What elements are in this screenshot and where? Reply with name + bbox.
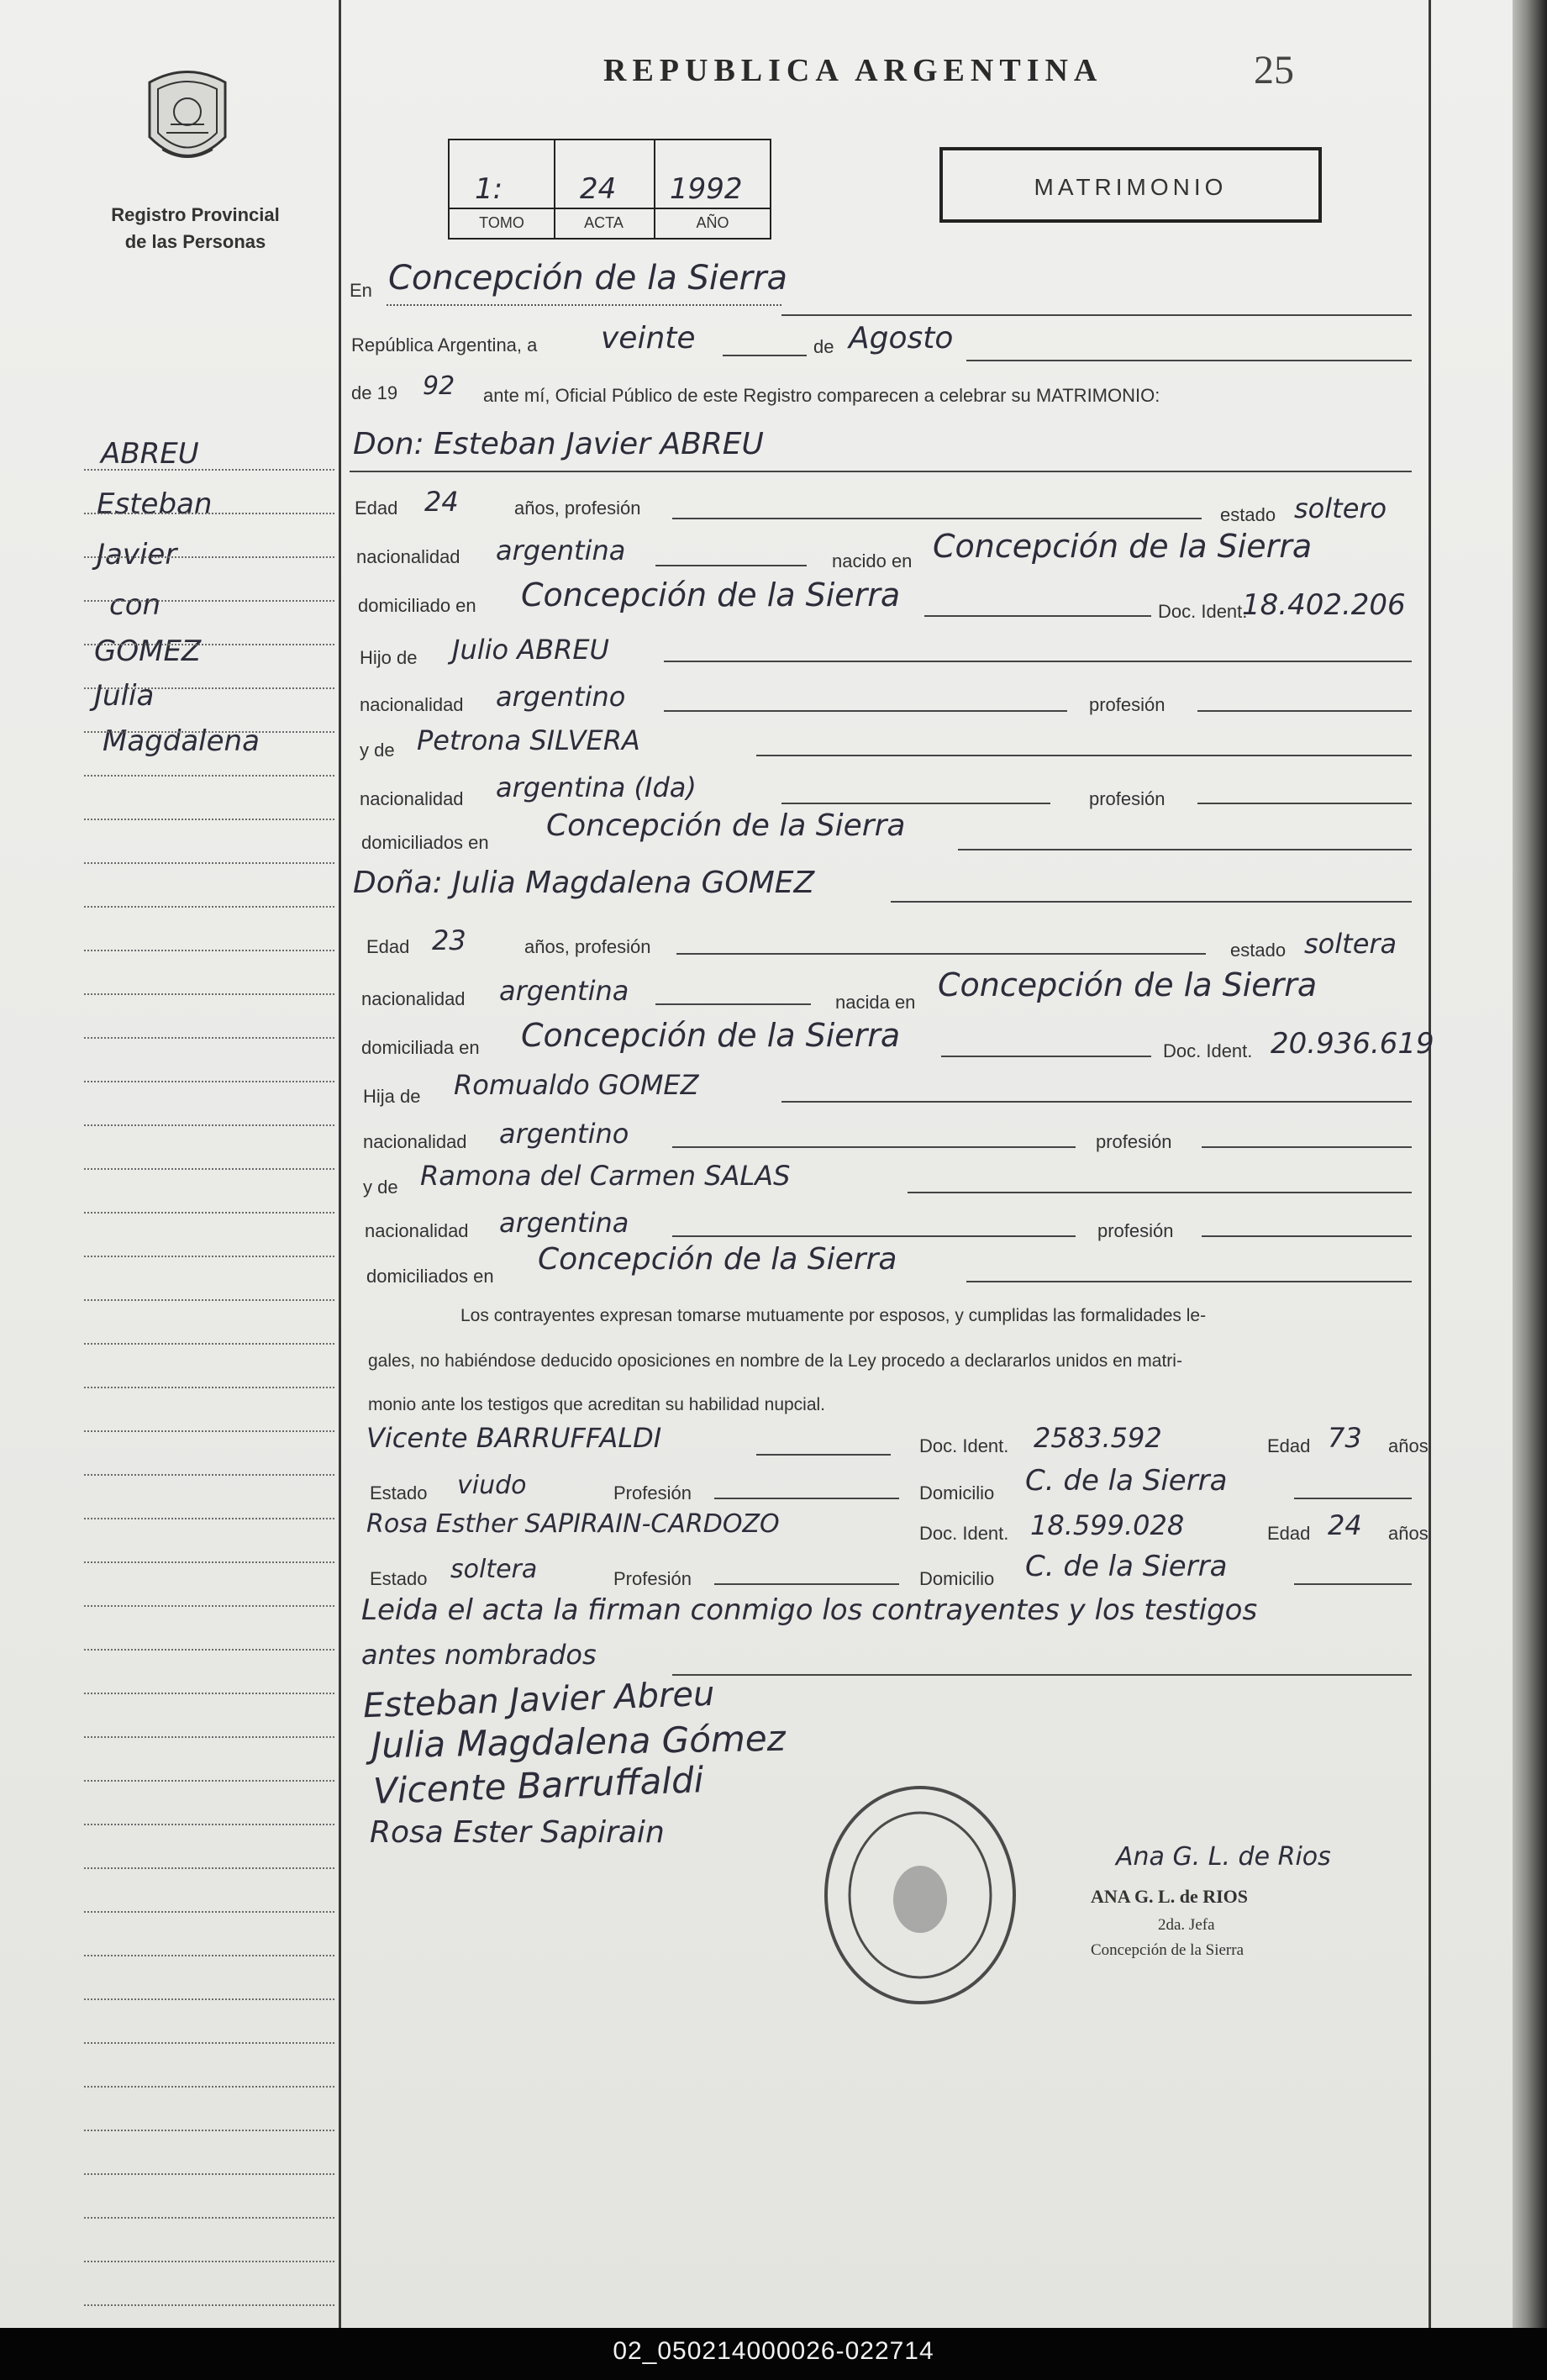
groom-estado: soltero (1294, 492, 1387, 524)
groom-mother-profesion-label: profesión (1089, 788, 1166, 809)
margin-rule (84, 2217, 334, 2219)
margin-rule (84, 1911, 334, 1913)
en-label: En (350, 280, 372, 301)
groom-estado-label: estado (1220, 504, 1276, 525)
groom-edad: 24 (424, 486, 459, 518)
rule (781, 1101, 1412, 1103)
witness2-edad: 24 (1328, 1509, 1362, 1541)
bride-estado: soltera (1304, 928, 1397, 960)
year-suffix: 92 (423, 371, 455, 401)
groom-nacionalidad-label: nacionalidad (356, 546, 460, 567)
official-title: 2da. Jefa (1158, 1916, 1215, 1934)
margin-rule (84, 469, 334, 471)
signature-bride: Julia Magdalena Gómez (371, 1717, 787, 1767)
bride-mother-nac: argentina (499, 1207, 629, 1239)
witness2-name: Rosa Esther SAPIRAIN-CARDOZO (366, 1509, 780, 1539)
rule (908, 1192, 1412, 1193)
official-name: ANA G. L. de RIOS (1091, 1886, 1249, 1907)
bride-anos-profesion-label: años, profesión (524, 936, 651, 957)
bride-doc: 20.936.619 (1271, 1027, 1434, 1061)
witness1-name: Vicente BARRUFFALDI (366, 1422, 662, 1454)
margin-rule (84, 993, 334, 995)
witness1-estado: viudo (457, 1471, 527, 1500)
margin-rule (84, 862, 334, 864)
witness1-profesion-label: Profesión (613, 1482, 692, 1503)
bride-mother-nac-label: nacionalidad (365, 1220, 469, 1241)
groom-domiciliados-label: domiciliados en (361, 832, 489, 853)
witness2-domicilio-label: Domicilio (919, 1568, 995, 1589)
groom-father-nac: argentino (496, 681, 626, 713)
margin-rule (84, 1081, 334, 1082)
margin-rule (84, 1736, 334, 1738)
margin-name-7: Magdalena (103, 724, 260, 758)
closing-line-1: Leida el acta la firman conmigo los contrayentes y los testigos (361, 1593, 1258, 1627)
margin-rule (84, 644, 334, 645)
tomo-value: 1: (475, 172, 503, 206)
acta-label: ACTA (584, 214, 624, 231)
rule (1197, 803, 1412, 804)
declaration-line-3: monio ante los testigos que acreditan su habilidad nupcial. (368, 1395, 826, 1414)
margin-rule (84, 1124, 334, 1126)
margin-name-1: ABREU (101, 437, 199, 471)
rule (676, 953, 1206, 955)
left-column-rule (339, 0, 341, 2328)
rule (958, 849, 1412, 850)
bride-nacida: Concepción de la Sierra (938, 966, 1318, 1003)
groom-mother-nac: argentina (Ida) (496, 771, 697, 803)
right-column-rule (1429, 0, 1431, 2328)
official-place: Concepción de la Sierra (1091, 1941, 1244, 1959)
groom-parents-dom: Concepción de la Sierra (546, 808, 906, 843)
witness1-doc-label: Doc. Ident. (919, 1435, 1009, 1456)
bride-hija-label: Hija de (363, 1086, 421, 1107)
de-label: de (813, 336, 834, 357)
margin-rule (84, 1299, 334, 1301)
groom-hijo-label: Hijo de (360, 647, 418, 668)
groom-nacido: Concepción de la Sierra (933, 528, 1313, 565)
margin-rule (84, 2173, 334, 2175)
page-binding (1513, 0, 1547, 2328)
groom-mother: Petrona SILVERA (417, 724, 640, 756)
bride-name-line: Doña: Julia Magdalena GOMEZ (353, 866, 815, 900)
declaration-line-1: Los contrayentes expresan tomarse mutuamente por esposos, y cumplidas las formalidades le- (460, 1306, 1207, 1325)
margin-rule (84, 1955, 334, 1956)
margin-rule (84, 513, 334, 514)
bride-father-nac: argentino (499, 1118, 629, 1150)
bride-edad: 23 (432, 924, 466, 956)
groom-mother-nac-label: nacionalidad (360, 788, 464, 809)
margin-rule (84, 775, 334, 777)
groom-domicilio: Concepción de la Sierra (521, 577, 901, 613)
groom-domiciliado-label: domiciliado en (358, 595, 476, 616)
margin-rule (84, 600, 334, 602)
rule (672, 1146, 1076, 1148)
rule (723, 355, 807, 356)
margin-rule (84, 1605, 334, 1607)
margin-rule (84, 2042, 334, 2044)
margin-rule (84, 1387, 334, 1388)
margin-rule (84, 1343, 334, 1345)
image-id-label: 02_050214000026-022714 (613, 2337, 934, 2365)
groom-doc-label: Doc. Ident. (1158, 601, 1248, 622)
rule (924, 615, 1151, 617)
tomo-label: TOMO (479, 214, 524, 231)
margin-rule (84, 1518, 334, 1519)
margin-rule (84, 1649, 334, 1651)
margin-name-5: GOMEZ (94, 634, 202, 668)
country-heading: REPUBLICA ARGENTINA (603, 53, 1103, 88)
margin-rule (84, 1256, 334, 1257)
bride-doc-label: Doc. Ident. (1163, 1040, 1253, 1061)
margin-rule (84, 906, 334, 908)
bride-domicilio: Concepción de la Sierra (521, 1017, 901, 1054)
groom-name-line: Don: Esteban Javier ABREU (353, 427, 764, 461)
margin-rule (84, 819, 334, 820)
rule (1294, 1583, 1412, 1585)
rule (941, 1056, 1151, 1057)
margin-rule (84, 1824, 334, 1825)
page-number: 25 (1254, 48, 1294, 92)
rule (714, 1498, 899, 1499)
witness1-edad: 73 (1328, 1422, 1362, 1454)
witness1-domicilio: C. de la Sierra (1025, 1464, 1228, 1498)
witness1-estado-label: Estado (370, 1482, 428, 1503)
witness2-anos-label: años (1388, 1523, 1429, 1544)
signature-witness2: Rosa Ester Sapirain (370, 1815, 665, 1850)
groom-yde-label: y de (360, 740, 395, 761)
signature-groom: Esteban Javier Abreu (362, 1674, 716, 1726)
groom-nacido-label: nacido en (832, 550, 913, 571)
witness1-domicilio-label: Domicilio (919, 1482, 995, 1503)
closing-line-2: antes nombrados (361, 1639, 597, 1671)
record-number-box (448, 139, 771, 240)
margin-rule (84, 1168, 334, 1170)
rule (891, 901, 1412, 903)
rule (756, 755, 1412, 756)
rule (672, 518, 1202, 519)
bride-father-profesion-label: profesión (1096, 1131, 1172, 1152)
margin-rule (84, 1430, 334, 1432)
bride-mother: Ramona del Carmen SALAS (420, 1160, 791, 1192)
margin-rule (84, 1693, 334, 1694)
official-stamp-icon (819, 1782, 1021, 2009)
bride-edad-label: Edad (366, 936, 410, 957)
witness2-profesion-label: Profesión (613, 1568, 692, 1589)
groom-doc: 18.402.206 (1242, 588, 1406, 622)
groom-father: Julio ABREU (452, 634, 609, 666)
document-type-label: MATRIMONIO (1034, 174, 1228, 200)
bride-father-nac-label: nacionalidad (363, 1131, 467, 1152)
ano-value: 1992 (670, 172, 743, 206)
bride-mother-profesion-label: profesión (1097, 1220, 1174, 1241)
margin-rule (84, 950, 334, 951)
rule (387, 304, 781, 306)
rule (966, 1281, 1412, 1282)
witness1-anos-label: años (1388, 1435, 1429, 1456)
margin-name-6: Julia (94, 679, 155, 713)
margin-rule (84, 556, 334, 558)
witness2-doc: 18.599.028 (1030, 1509, 1185, 1541)
margin-rule (84, 1867, 334, 1869)
groom-anos-profesion-label: años, profesión (514, 498, 641, 519)
ante-text: ante mí, Oficial Público de este Registro comparecen a celebrar su MATRIMONIO: (483, 385, 1160, 406)
groom-father-nac-label: nacionalidad (360, 694, 464, 715)
document-type-box (939, 147, 1322, 223)
bride-yde-label: y de (363, 1177, 398, 1198)
rule (672, 1235, 1076, 1237)
groom-edad-label: Edad (355, 498, 398, 519)
acta-value: 24 (580, 172, 617, 206)
signature-witness1: Vicente Barruffaldi (372, 1759, 705, 1812)
rule (655, 1003, 811, 1005)
margin-name-3: Javier (97, 538, 177, 571)
rule (781, 314, 1412, 316)
year-prefix: de 19 (351, 382, 398, 403)
margin-rule (84, 687, 334, 689)
rule (756, 1454, 891, 1456)
bride-father: Romualdo GOMEZ (454, 1069, 699, 1101)
rule (781, 803, 1050, 804)
margin-rule (84, 731, 334, 733)
margin-name-2: Esteban (97, 487, 213, 521)
declaration-line-2: gales, no habiéndose deducido oposiciones en nombre de la Ley procedo a declararlos unidos en matri- (368, 1351, 1182, 1371)
event-place: Concepción de la Sierra (388, 259, 787, 298)
groom-father-profesion-label: profesión (1089, 694, 1166, 715)
event-day: veinte (601, 321, 696, 355)
bride-nacida-label: nacida en (835, 992, 916, 1013)
witness2-domicilio: C. de la Sierra (1025, 1550, 1228, 1583)
official-signature: Ana G. L. de Rios (1116, 1842, 1331, 1872)
rule (672, 1674, 1412, 1676)
margin-rule (84, 1780, 334, 1782)
witness1-doc: 2583.592 (1034, 1422, 1162, 1454)
margin-rule (84, 2304, 334, 2306)
bride-estado-label: estado (1230, 940, 1287, 961)
witness2-estado-label: Estado (370, 1568, 428, 1589)
registry-name-line1: Registro Provincial (111, 204, 280, 225)
margin-rule (84, 2261, 334, 2262)
bride-parents-dom: Concepción de la Sierra (538, 1242, 897, 1277)
rule (655, 565, 807, 566)
rule (714, 1583, 899, 1585)
rule (350, 471, 1412, 472)
margin-rule (84, 1561, 334, 1563)
margin-rule (84, 1212, 334, 1214)
rule (664, 710, 1067, 712)
witness1-edad-label: Edad (1267, 1435, 1311, 1456)
rule (664, 661, 1412, 662)
witness2-doc-label: Doc. Ident. (919, 1523, 1009, 1544)
margin-rule (84, 2086, 334, 2088)
bride-domiciliados-label: domiciliados en (366, 1266, 494, 1287)
witness2-estado: soltera (450, 1555, 538, 1584)
registry-name-line2: de las Personas (124, 231, 266, 252)
bride-domiciliada-label: domiciliada en (361, 1037, 480, 1058)
rule (1202, 1146, 1412, 1148)
witness2-edad-label: Edad (1267, 1523, 1311, 1544)
margin-rule (84, 1037, 334, 1039)
rule (966, 360, 1412, 361)
ano-label: AÑO (696, 214, 729, 231)
margin-rule (84, 1474, 334, 1476)
rule (1202, 1235, 1412, 1237)
rule (1197, 710, 1412, 712)
event-month: Agosto (849, 321, 954, 355)
groom-nacionalidad: argentina (496, 534, 626, 566)
margin-name-4: con (109, 588, 161, 622)
margin-rule (84, 1998, 334, 2000)
bride-nacionalidad: argentina (499, 975, 629, 1007)
margin-rule (84, 2130, 334, 2131)
province-emblem-icon (141, 66, 234, 175)
rule (1294, 1498, 1412, 1499)
republica-label: República Argentina, a (351, 334, 538, 355)
bride-nacionalidad-label: nacionalidad (361, 988, 466, 1009)
